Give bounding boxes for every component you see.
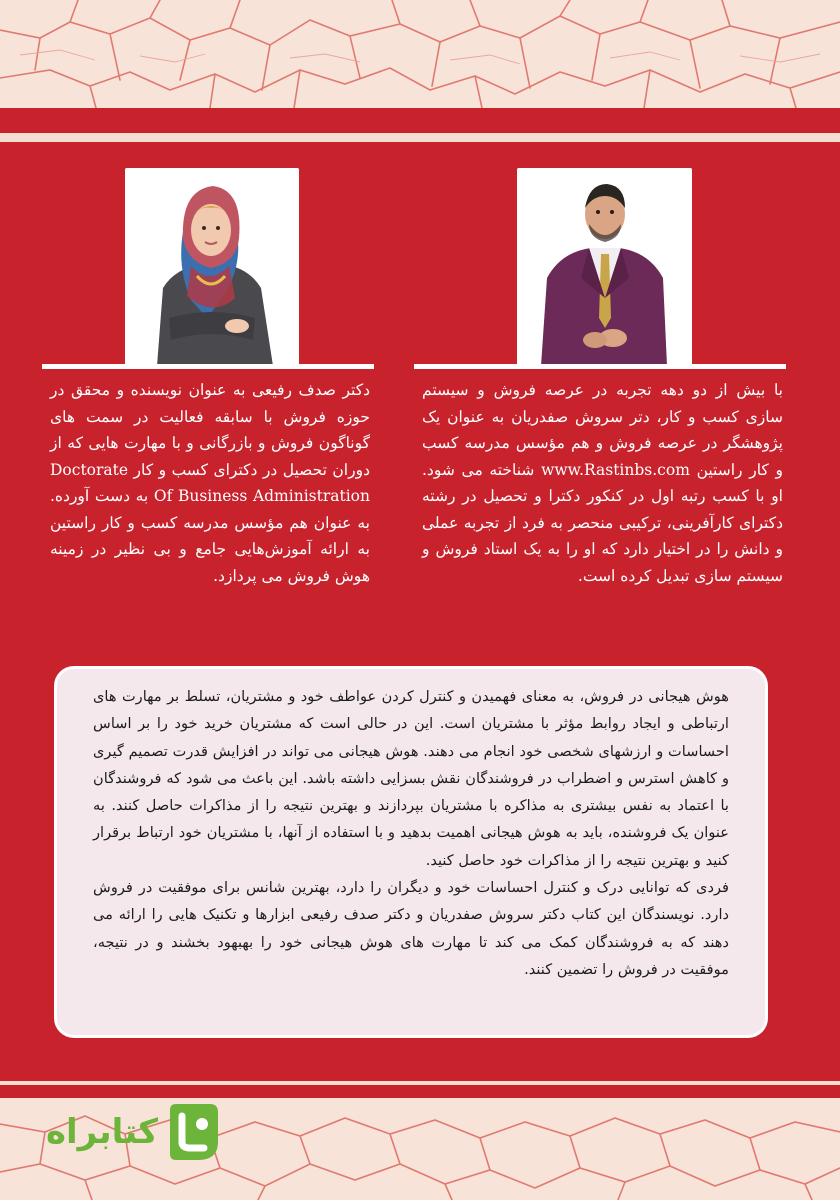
book-summary-box (54, 666, 768, 1038)
separator-right (414, 364, 786, 369)
summary-paragraph-1: هوش هیجانی در فروش، به معنای فهمیدن و کنترل کردن عواطف خود و مشتریان، تسلط بر مهارت های ارتباطی و ایجاد روابط مؤثر با مشتریان است. این در حالی است که مشتریان خرید خود را بر اساس احساسات و ارزشهای شخصی خود انجام می دهند. هوش هیجانی می تواند در افزایش قدرت تصمیم گیری و کاهش استرس و اضطراب در فروشندگان نقش بسزایی داشته باشد. این باعث می شود که فروشندگان با اعتماد به نفس بیشتری به مذاکره با مشتریان بپردازند و بهترین نتیجه را از مذاکرات حاصل کنند. به عنوان یک فروشنده، باید به هوش هیجانی اهمیت بدهید و با استفاده از آنها، با مشتریان خود ارتباط برقرار کنید و بهترین نتیجه را از مذاکرات خود حاصل کنید. (93, 688, 729, 869)
author-bio-right (422, 377, 783, 589)
bottom-red-stripe (0, 1085, 840, 1098)
author-bio-right-text: با بیش از دو دهه تجربه در عرصه فروش و سیستم سازی کسب و کار، دتر سروش صفدریان به عنوان یک پژوهشگر در عرصه فروش و هم مؤسس مدرسه کسب و کار راستین www.Rastinbs.com شناخته می شود. او با کسب رتبه اول در کنکور دکترا و تحصیل در رشته دکترای کارآفرینی، ترکیبی منحصر به فرد از تجربه عملی و دانش را در اختیار دارد که او را به یک استاد فروش و سیستم سازی تبدیل کرده است. (422, 381, 783, 585)
author-photo-left (125, 168, 299, 366)
summary-paragraph-2: فردی که توانایی درک و کنترل احساسات خود و دیگران را دارد، بهترین شانس برای موفقیت در فروش دارد. نویسندگان این کتاب دکتر سروش صفدریان و دکتر صدف رفیعی ابزارها و تکنیک هایی را ارائه می دهند که به فروشندگان کمک می کند تا مهارت های هوش هیجانی خود را بهبهود بخشند و در نتیجه، موفقیت در فروش را تضمین کنند. (93, 879, 729, 978)
man-portrait-icon (517, 168, 692, 366)
ketabrah-leaf-icon (164, 1102, 222, 1162)
woman-portrait-icon (125, 168, 299, 366)
cracked-texture-top (0, 0, 840, 108)
top-red-stripe (0, 108, 840, 133)
publisher-logo (32, 1102, 222, 1162)
author-bio-left (50, 377, 370, 589)
publisher-name: کتابراه (45, 1112, 158, 1152)
separator-left (42, 364, 374, 369)
author-bio-left-text: دکتر صدف رفیعی به عنوان نویسنده و محقق در حوزه فروش با سابقه فعالیت در سمت های گوناگون فروش و بازرگانی و با مهارت هایی که از دوران تحصیل در دکترای کسب و کار Doctorate Of Business Administration به دست آورده. به عنوان هم مؤسس مدرسه کسب و کار راستین به ارائه آموزش‌هایی جامع و بی نظیر در زمینه هوش فروش می پردازد. (50, 381, 370, 585)
author-photo-right (517, 168, 692, 366)
